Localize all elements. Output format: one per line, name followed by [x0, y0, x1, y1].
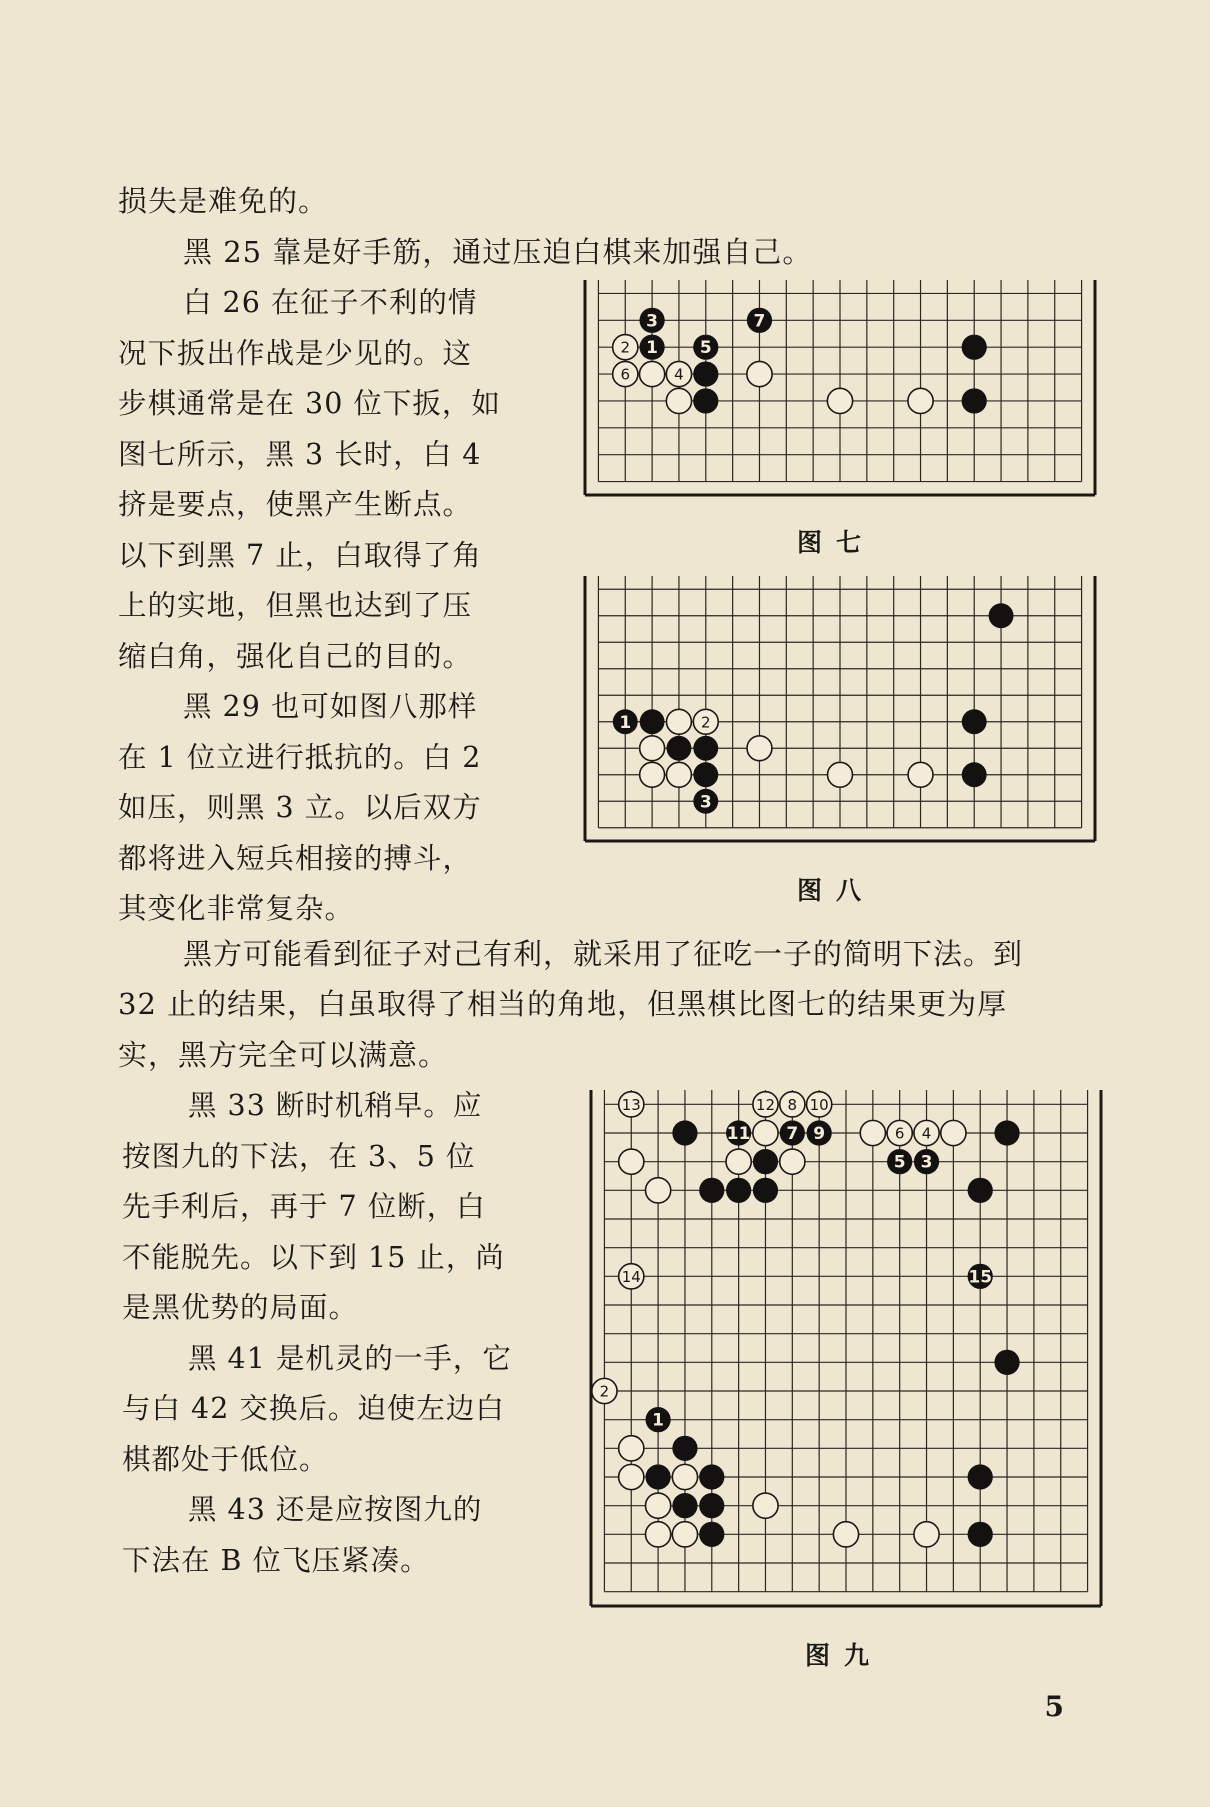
stone-number: 5 — [893, 1152, 906, 1173]
white-stone — [860, 1120, 885, 1145]
black-stone — [613, 709, 638, 734]
black-stone — [968, 1178, 993, 1203]
stone-number: 3 — [699, 792, 712, 813]
white-stone — [672, 1464, 697, 1489]
white-stone — [780, 1092, 805, 1117]
black-stone — [693, 388, 718, 413]
text-line: 白 26 在征子不利的情 — [183, 286, 478, 319]
black-stone — [666, 736, 691, 761]
figure-caption-fig7: 图七 — [797, 528, 876, 557]
white-stone — [619, 1464, 644, 1489]
black-stone — [693, 789, 718, 814]
text-line: 黑 41 是机灵的一手，它 — [188, 1342, 512, 1375]
stone-number: 13 — [621, 1095, 641, 1114]
white-stone — [908, 388, 933, 413]
text-line: 况下扳出作战是少见的。这 — [118, 337, 473, 370]
stone-number: 14 — [621, 1267, 641, 1286]
stone-number: 6 — [894, 1124, 905, 1143]
black-stone — [968, 1464, 993, 1489]
paragraph-loss: 损失是难免的。 — [118, 184, 329, 218]
black-stone — [699, 1464, 724, 1489]
black-stone — [693, 361, 718, 386]
text-line: 在 1 位立进行抵抗的。白 2 — [118, 741, 482, 774]
page-number: 5 — [1044, 1690, 1064, 1723]
text-line: 实，黑方完全可以满意。 — [118, 1038, 449, 1072]
black-stone — [968, 1264, 993, 1289]
white-stone — [747, 361, 772, 386]
black-stone — [639, 335, 664, 360]
white-stone — [613, 361, 638, 386]
white-stone — [828, 762, 853, 787]
stone-number: 11 — [726, 1124, 751, 1144]
white-stone — [941, 1120, 966, 1145]
stone-number: 2 — [620, 338, 631, 357]
white-stone — [672, 1522, 697, 1547]
white-stone — [887, 1120, 912, 1145]
go-diagram-fig7 — [585, 280, 1095, 495]
text-line: 黑方可能看到征子对己有利，就采用了征吃一子的简明下法。到 — [183, 937, 1024, 971]
white-stone — [908, 762, 933, 787]
board-grid — [604, 1090, 1087, 1592]
white-stone — [645, 1522, 670, 1547]
text-line: 棋都处于低位。 — [122, 1443, 329, 1476]
black-stone — [640, 709, 665, 734]
black-stone — [780, 1120, 805, 1145]
white-stone — [807, 1092, 832, 1117]
stone-number: 1 — [646, 338, 659, 359]
paragraph-black-25: 黑 25 靠是好手筋，通过压迫白棋来加强自己。 — [183, 235, 813, 269]
stone-number: 3 — [920, 1152, 933, 1173]
text-line: 黑 43 还是应按图九的 — [188, 1493, 483, 1526]
black-stone — [962, 762, 987, 787]
black-stone — [962, 709, 987, 734]
white-stone — [753, 1092, 778, 1117]
black-stone — [699, 1178, 724, 1203]
stone-number: 1 — [652, 1410, 665, 1431]
white-stone — [666, 388, 691, 413]
stone-number: 9 — [813, 1124, 826, 1144]
stone-number: 10 — [809, 1095, 829, 1114]
stone-number: 15 — [968, 1267, 993, 1288]
white-stone — [827, 388, 852, 413]
white-stone — [747, 736, 772, 761]
text-line: 不能脱先。以下到 15 止，尚 — [122, 1241, 505, 1274]
white-stone — [619, 1436, 644, 1461]
text-line: 缩白角，强化自己的目的。 — [118, 640, 473, 673]
text-line: 如压，则黑 3 立。以后双方 — [118, 791, 482, 824]
go-diagram-fig8 — [585, 576, 1095, 841]
white-stone — [753, 1493, 778, 1518]
white-stone — [693, 709, 718, 734]
text-line: 步棋通常是在 30 位下扳，如 — [118, 387, 501, 420]
white-stone — [640, 762, 665, 787]
text-line: 都将进入短兵相接的搏斗， — [118, 842, 473, 875]
text-line: 下法在 B 位飞压紧凑。 — [122, 1544, 430, 1577]
figure-caption-fig8: 图八 — [797, 876, 876, 905]
black-stone — [962, 335, 987, 360]
white-stone — [666, 709, 691, 734]
black-stone — [639, 308, 664, 333]
white-stone — [613, 335, 638, 360]
black-stone — [747, 308, 772, 333]
black-stone — [994, 1350, 1019, 1375]
black-stone — [726, 1178, 751, 1203]
black-stone — [726, 1120, 751, 1145]
text-line: 挤是要点，使黑产生断点。 — [118, 488, 473, 521]
stone-number: 5 — [699, 338, 712, 359]
black-stone — [693, 335, 718, 360]
stone-number: 8 — [787, 1095, 798, 1114]
white-stone — [914, 1120, 939, 1145]
stone-number: 6 — [620, 365, 631, 384]
black-stone — [645, 1407, 670, 1432]
black-stone — [699, 1522, 724, 1547]
white-stone — [666, 762, 691, 787]
go-diagram-fig9 — [591, 1090, 1101, 1606]
stone-number: 7 — [753, 311, 766, 332]
stone-number: 12 — [755, 1095, 776, 1114]
black-stone — [962, 388, 987, 413]
black-stone — [645, 1464, 670, 1489]
black-stone — [693, 762, 718, 787]
text-line: 以下到黑 7 止，白取得了角 — [118, 539, 482, 572]
text-line: 先手利后，再于 7 位断，白 — [122, 1190, 486, 1223]
white-stone — [753, 1120, 778, 1145]
white-stone — [666, 361, 691, 386]
white-stone — [833, 1522, 858, 1547]
white-stone — [619, 1264, 644, 1289]
stone-number: 2 — [701, 713, 711, 732]
text-line: 黑 29 也可如图八那样 — [183, 690, 478, 723]
black-stone — [753, 1178, 778, 1203]
white-stone — [640, 736, 665, 761]
white-stone — [914, 1522, 939, 1547]
black-stone — [989, 603, 1014, 628]
black-stone — [753, 1149, 778, 1174]
white-stone — [726, 1149, 751, 1174]
white-stone — [645, 1493, 670, 1518]
black-stone — [914, 1149, 939, 1174]
white-stone — [592, 1378, 617, 1403]
black-stone — [994, 1120, 1019, 1145]
text-line: 32 止的结果，白虽取得了相当的角地，但黑棋比图七的结果更为厚 — [118, 987, 1008, 1021]
black-stone — [672, 1493, 697, 1518]
white-stone — [639, 361, 664, 386]
text-line: 上的实地，但黑也达到了压 — [118, 589, 473, 622]
text-line: 与白 42 交换后。迫使左边白 — [122, 1392, 505, 1425]
black-stone — [693, 736, 718, 761]
white-stone — [619, 1092, 644, 1117]
black-stone — [887, 1149, 912, 1174]
black-stone — [807, 1120, 832, 1145]
white-stone — [780, 1149, 805, 1174]
stone-number: 2 — [599, 1382, 610, 1401]
text-line: 是黑优势的局面。 — [122, 1291, 359, 1324]
figure-caption-fig9: 图九 — [805, 1641, 884, 1670]
black-stone — [672, 1436, 697, 1461]
text-line: 图七所示，黑 3 长时，白 4 — [118, 438, 482, 471]
stone-number: 4 — [674, 365, 684, 384]
stone-number: 1 — [619, 712, 632, 733]
stone-number: 4 — [921, 1124, 932, 1143]
stone-number: 7 — [786, 1124, 799, 1144]
text-line: 按图九的下法，在 3、5 位 — [122, 1140, 476, 1173]
black-stone — [672, 1120, 697, 1145]
white-stone — [619, 1149, 644, 1174]
text-line: 其变化非常复杂。 — [118, 892, 355, 925]
stone-number: 3 — [646, 311, 659, 332]
white-stone — [645, 1178, 670, 1203]
text-line: 黑 33 断时机稍早。应 — [188, 1089, 483, 1122]
black-stone — [968, 1522, 993, 1547]
black-stone — [699, 1493, 724, 1518]
